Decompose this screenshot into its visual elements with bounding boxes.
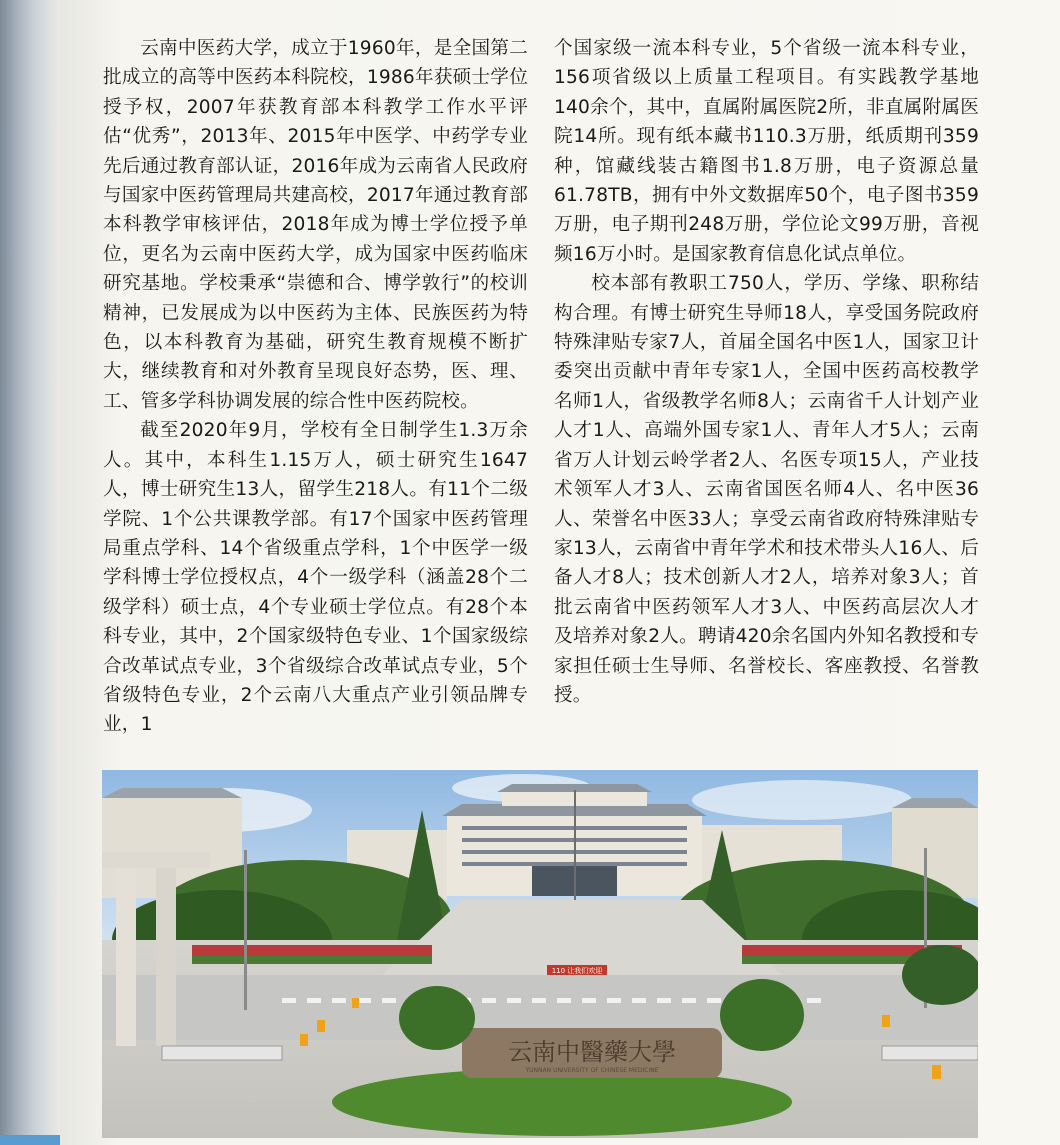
cloud	[692, 780, 912, 820]
hedge-left	[192, 956, 432, 964]
campus-illustration	[102, 770, 978, 1138]
flower-bed-left	[192, 945, 432, 957]
gate-pillar	[156, 868, 176, 1046]
median-tree-right	[720, 979, 804, 1051]
front-lawn	[332, 1068, 792, 1136]
left-text-column	[103, 34, 528, 740]
red-sign-text: 110 让我们欢迎	[551, 967, 603, 975]
gate-canopy	[102, 852, 210, 868]
page-binding-shadow	[0, 0, 60, 1145]
barrier-left	[162, 1046, 282, 1060]
right-text-column	[554, 34, 979, 710]
median-tree-left	[399, 986, 475, 1050]
paragraph-history: 云南中医药大学，成立于1960年，是全国第二批成立的高等中医药本科院校，1986年获硕士学位授予权，2007年获教育部本科教学工作水平评估“优秀”，2013年、2015年中医学、中药学专业先后通过教育部认证，2016年成为云南省人民政府与国家中医药管理局共建高校，2017年通过教育部本科教学审核评估，2018年成为博士学位授予单位，更名为云南中医药大学，成为国家中医药临床研究基地。学校秉承“崇德和合、博学敦行”的校训精神，已发展成为以中医药为主体、民族医药为特色，以本科教育为基础，研究生教育规模不断扩大，继续教育和对外教育呈现良好态势，医、理、工、管多学科协调发展的综合性中医药院校。	[103, 38, 528, 412]
magazine-page	[60, 0, 1060, 1145]
paragraph-students: 截至2020年9月，学校有全日制学生1.3万余人。其中，本科生1.15万人，硕士研究生1647人，博士研究生13人，留学生218人。有11个二级学院、1个公共课教学部。有17个国家中医药管理局重点学科、14个省级重点学科，1个中医学一级学科博士学位授权点，4个一级学科（涵盖28个二级学科）硕士点，4个专业硕士学位点。有28个本科专业，其中，2个国家级特色专业、1个国家级综合改革试点专业，3个省级综合改革试点专业，5个省级特色专业，2个云南八大重点产业引领品牌专业，1	[103, 420, 528, 736]
paragraph-faculty: 校本部有教职工750人，学历、学缘、职称结构合理。有博士研究生导师18人，享受国务院政府特殊津贴专家7人，首届全国名中医1人，国家卫计委突出贡献中青年专家1人，全国中医药高校教学名师1人，省级教学名师8人；云南省千人计划产业人才1人、高端外国专家1人、青年人才5人；云南省万人计划云岭学者2人、名医专项15人，产业技术领军人才3人、云南省国医名师4人、名中医36人、荣誉名中医33人；享受云南省政府特殊津贴专家13人，云南省中青年学术和技术带头人16人、后备人才8人；技术创新人才2人，培养对象3人；首批云南省中医药领军人才3人、中医药高层次人才及培养对象2人。聘请420余名国内外知名教授和专家担任硕士生导师、名誉校长、客座教授、名誉教授。	[554, 273, 979, 706]
barrier-right	[882, 1046, 978, 1060]
entrance-stone-subtext: YUNNAN UNIVERSITY OF CHINESE MEDICINE	[525, 1067, 659, 1074]
campus-photo	[102, 770, 978, 1138]
entrance-stone-text: 云南中醫藥大學	[508, 1038, 676, 1066]
gate-pillar	[116, 868, 136, 1046]
left-building-roof	[102, 788, 242, 798]
lamp-post	[244, 850, 247, 1010]
paragraph-resources: 个国家级一流本科专业，5个省级一流本科专业，156项省级以上质量工程项目。有实践教学基地140余个，其中，直属附属医院2所，非直属附属医院14所。现有纸本藏书110.3万册，纸质期刊359种，馆藏线装古籍图书1.8万册，电子资源总量61.78TB，拥有中外文数据库50个，电子图书359万册，电子期刊248万册，学位论文99万册，音视频16万小时。是国家教育信息化试点单位。	[554, 38, 979, 265]
